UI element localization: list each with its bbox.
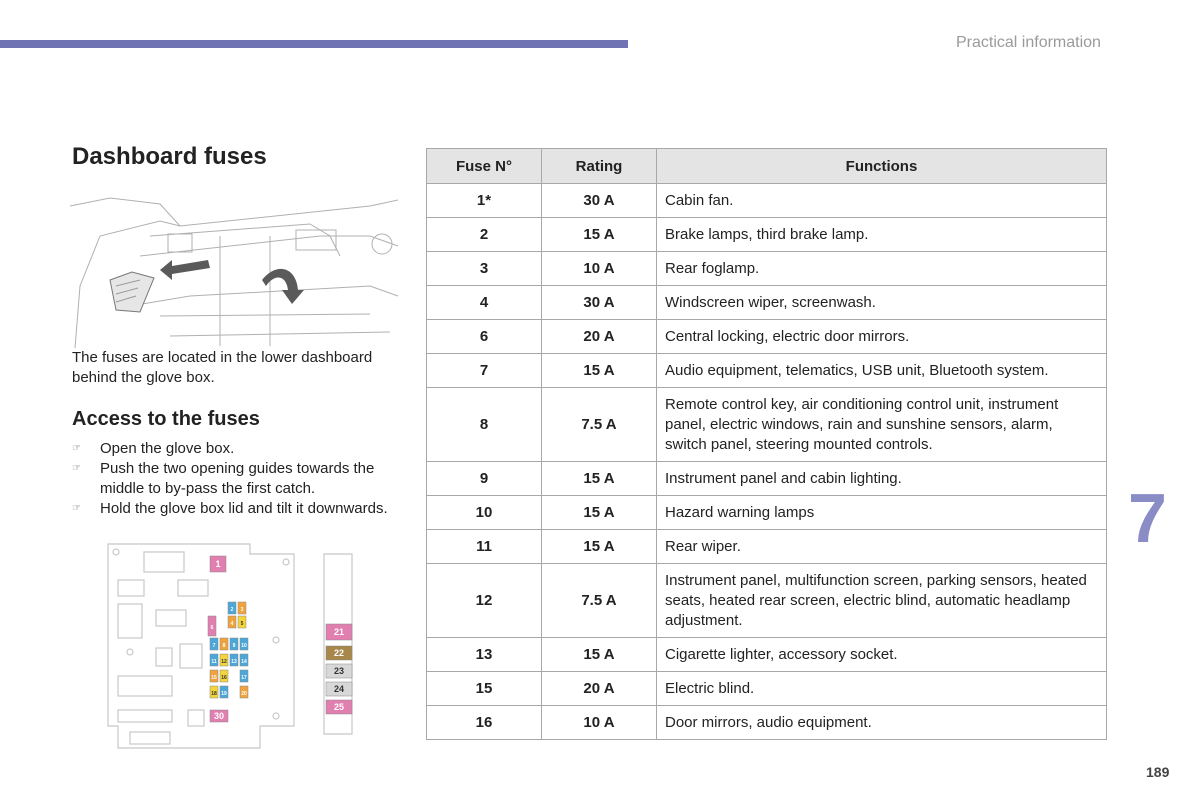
fuse-slot-label: 8 (222, 643, 226, 649)
fuse-rating-cell: 10 A (542, 706, 657, 740)
table-row (427, 496, 1107, 530)
fuse-rating-cell: 20 A (542, 320, 657, 354)
table-row (427, 184, 1107, 218)
access-step (72, 459, 402, 499)
fuse-number-cell: 2 (427, 218, 542, 252)
table-row (427, 530, 1107, 564)
fuse-number-cell: 6 (427, 320, 542, 354)
access-title: Access to the fuses (72, 408, 260, 430)
fuse-functions-cell: Rear wiper. (657, 530, 1107, 564)
fuse-functions-cell: Cabin fan. (657, 184, 1107, 218)
fuse-number-cell: 4 (427, 286, 542, 320)
fuse-slot-label: 9 (232, 643, 236, 649)
fuse-slot-label: 17 (241, 675, 247, 681)
fuse-rating-cell: 15 A (542, 496, 657, 530)
fuse-rating-cell: 7.5 A (542, 388, 657, 462)
fuse-slot (210, 686, 218, 698)
fuse-slot-label: 14 (241, 659, 247, 665)
access-step (72, 499, 402, 519)
fuse-number-cell: 8 (427, 388, 542, 462)
fuse-slot-label: 5 (240, 621, 244, 627)
fuse-slot (240, 670, 248, 682)
fuse-number-cell: 15 (427, 672, 542, 706)
access-step-text: Hold the glove box lid and tilt it downwards. (100, 500, 388, 517)
fuse-slot-label: 2 (230, 607, 234, 613)
fuse-slot (220, 638, 228, 650)
fuse-rating-cell: 15 A (542, 638, 657, 672)
fuse-rating-cell: 30 A (542, 286, 657, 320)
fuse-number-cell: 1* (427, 184, 542, 218)
table-row (427, 218, 1107, 252)
table-row (427, 320, 1107, 354)
table-row (427, 672, 1107, 706)
fuse-number-cell: 3 (427, 252, 542, 286)
fuse-slot-label: 11 (211, 659, 217, 665)
fuse-number-cell: 11 (427, 530, 542, 564)
fuse-slot-label: 30 (213, 711, 225, 721)
section-header: Practical information (956, 34, 1101, 51)
header-functions: Functions (657, 149, 1107, 184)
fuse-slot (210, 638, 218, 650)
table-row (427, 252, 1107, 286)
access-step-text: Push the two opening guides towards the middle to by-pass the first catch. (100, 460, 375, 497)
fuse-slot (326, 646, 352, 660)
table-row (427, 354, 1107, 388)
fuse-slot-label: 6 (210, 625, 214, 631)
fuse-slot-label: 4 (230, 621, 234, 627)
page-number: 189 (1146, 764, 1170, 780)
fuse-functions-cell: Brake lamps, third brake lamp. (657, 218, 1107, 252)
fuse-slot-label: 3 (240, 607, 244, 613)
fuse-slot (240, 654, 248, 666)
dashboard-glove-box-illustration (70, 196, 398, 348)
fuse-number-cell: 9 (427, 462, 542, 496)
fuse-slot (326, 664, 352, 678)
table-row (427, 388, 1107, 462)
fuse-slot-label: 12 (221, 659, 227, 665)
fuse-functions-cell: Windscreen wiper, screenwash. (657, 286, 1107, 320)
header-rating: Rating (542, 149, 657, 184)
table-row (427, 286, 1107, 320)
fuse-slot-label: 19 (221, 691, 227, 697)
fuse-slot-label: 20 (241, 691, 247, 697)
fuse-slot-label: 1 (215, 559, 221, 569)
fuse-slot-label: 10 (241, 643, 247, 649)
fuse-number-cell: 7 (427, 354, 542, 388)
fuse-functions-cell: Audio equipment, telematics, USB unit, Bluetooth system. (657, 354, 1107, 388)
fuse-functions-cell: Remote control key, air conditioning control unit, instrument panel, electric windows, rain and sunshine sensors, alarm, switch panel, steering mounted controls. (657, 388, 1107, 462)
fuse-slot (220, 670, 228, 682)
page-title: Dashboard fuses (72, 143, 267, 170)
fuse-slot (326, 700, 352, 714)
fuse-slot (228, 616, 236, 628)
table-row (427, 462, 1107, 496)
access-step (72, 439, 402, 459)
fuse-slot (220, 654, 228, 666)
fuse-slot-label: 24 (333, 684, 345, 694)
fuse-functions-cell: Door mirrors, audio equipment. (657, 706, 1107, 740)
fuse-box-diagram (100, 540, 360, 752)
fuse-slot (210, 654, 218, 666)
fuse-number-cell: 13 (427, 638, 542, 672)
fuse-slot-label: 25 (333, 702, 345, 712)
fuse-slot (240, 638, 248, 650)
fuse-functions-cell: Electric blind. (657, 672, 1107, 706)
access-steps (72, 439, 402, 519)
fuse-rating-cell: 15 A (542, 354, 657, 388)
table-row (427, 564, 1107, 638)
fuse-slot-label: 21 (333, 627, 345, 637)
table-row (427, 706, 1107, 740)
fuse-slot (210, 670, 218, 682)
fuse-slot (240, 686, 248, 698)
fuse-rating-cell: 15 A (542, 218, 657, 252)
fuse-rating-cell: 15 A (542, 462, 657, 496)
fuse-number-cell: 16 (427, 706, 542, 740)
fuse-slot (326, 682, 352, 696)
header-fuse-number: Fuse N° (427, 149, 542, 184)
fuse-slot (220, 686, 228, 698)
access-step-text: Open the glove box. (100, 440, 235, 457)
fuse-functions-cell: Hazard warning lamps (657, 496, 1107, 530)
fuse-functions-cell: Instrument panel and cabin lighting. (657, 462, 1107, 496)
step-bullet-icon: ☞ (72, 503, 81, 514)
fuse-slot-label: 15 (211, 675, 217, 681)
fuse-slot (210, 556, 226, 572)
fuse-functions-cell: Rear foglamp. (657, 252, 1107, 286)
fuse-rating-cell: 20 A (542, 672, 657, 706)
fuse-rating-cell: 7.5 A (542, 564, 657, 638)
fuse-slot-label: 13 (231, 659, 237, 665)
fuse-slot-label: 23 (333, 666, 345, 676)
fuse-rating-cell: 10 A (542, 252, 657, 286)
fuse-slot (228, 602, 236, 614)
table-header-row (427, 149, 1107, 184)
fuse-table (426, 148, 1107, 740)
fuse-slot (210, 710, 228, 722)
fuse-location-caption: The fuses are located in the lower dashboard behind the glove box. (72, 349, 373, 386)
fuse-functions-cell: Cigarette lighter, accessory socket. (657, 638, 1107, 672)
step-bullet-icon: ☞ (72, 463, 81, 474)
fuse-slot (238, 616, 246, 628)
fuse-slot (230, 638, 238, 650)
fuse-slot-label: 7 (212, 643, 216, 649)
fuse-slot-label: 22 (333, 648, 345, 658)
chapter-number: 7 (1128, 479, 1167, 557)
fuse-slot-label: 18 (211, 691, 217, 697)
fuse-slot (230, 654, 238, 666)
fuse-number-cell: 12 (427, 564, 542, 638)
fuse-rating-cell: 30 A (542, 184, 657, 218)
fuse-slot (238, 602, 246, 614)
fuse-functions-cell: Central locking, electric door mirrors. (657, 320, 1107, 354)
fuse-slot (208, 616, 216, 636)
fuse-slot-label: 16 (221, 675, 227, 681)
fuse-slot (326, 624, 352, 640)
table-row (427, 638, 1107, 672)
fuse-rating-cell: 15 A (542, 530, 657, 564)
fuse-functions-cell: Instrument panel, multifunction screen, parking sensors, heated seats, heated rear screen, electric blind, automatic headlamp adjustment. (657, 564, 1107, 638)
header-accent-bar (0, 40, 628, 48)
step-bullet-icon: ☞ (72, 443, 81, 454)
fuse-number-cell: 10 (427, 496, 542, 530)
